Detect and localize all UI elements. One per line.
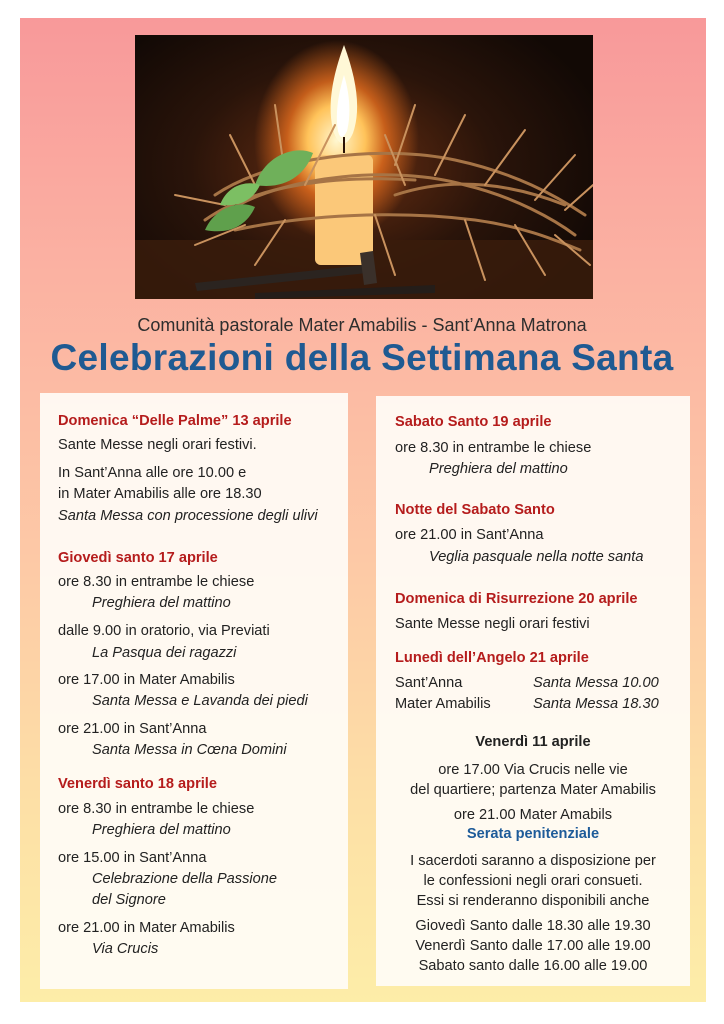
schedule-line: ore 21.00 in Mater Amabilis [58,920,235,936]
schedule-line: Sante Messe negli orari festivi. [58,437,257,453]
schedule-right-column [376,396,690,986]
day-heading-angelo: Lunedì dell’Angelo 21 aprile [395,650,589,666]
day-heading-palme: Domenica “Delle Palme” 13 aprile [58,413,292,429]
penitential-evening-label: Serata penitenziale [466,826,600,842]
page-title: Celebrazioni della Settimana Santa [50,337,674,378]
schedule-line: ore 8.30 in entrambe le chiese [58,574,255,590]
community-subtitle: Comunità pastorale Mater Amabilis - Sant’Anna Matrona [137,315,587,335]
parish-name: Sant’Anna [395,675,463,691]
schedule-line: ore 15.00 in Sant’Anna [58,850,207,866]
schedule-event: Santa Messa e Lavanda dei piedi [92,693,308,709]
day-heading-notte: Notte del Sabato Santo [395,502,555,518]
parish-name: Mater Amabilis [395,696,491,712]
schedule-line: In Sant’Anna alle ore 10.00 e [58,465,247,481]
confession-time: Sabato santo dalle 16.00 alle 19.00 [418,958,648,974]
schedule-line: ore 8.30 in entrambe le chiese [58,801,255,817]
schedule-line: ore 17.00 in Mater Amabilis [58,672,235,688]
schedule-event: del Signore [92,892,166,908]
day-heading-risurrezione: Domenica di Risurrezione 20 aprile [395,591,638,607]
day-heading-venerdi-11: Venerdì 11 aprile [475,734,591,750]
schedule-event: Preghiera del mattino [92,822,231,838]
schedule-event: La Pasqua dei ragazzi [92,645,237,661]
confession-time: Giovedì Santo dalle 18.30 alle 19.30 [415,918,651,934]
schedule-event: Santa Messa in Cœna Domini [92,742,287,758]
mass-time: Santa Messa 10.00 [533,675,659,691]
schedule-line: in Mater Amabilis alle ore 18.30 [58,486,262,502]
schedule-left-column [40,393,348,989]
schedule-event: Santa Messa con processione degli ulivi [58,508,318,524]
schedule-line: ore 8.30 in entrambe le chiese [395,440,592,456]
schedule-event: Preghiera del mattino [429,461,568,477]
schedule-event: Veglia pasquale nella notte santa [429,549,644,565]
candle-crown-of-thorns-photo [135,35,593,299]
schedule-line: del quartiere; partenza Mater Amabilis [410,782,656,798]
confession-note: I sacerdoti saranno a disposizione per [410,853,656,869]
confession-note: le confessioni negli orari consueti. [423,873,643,889]
schedule-event: Preghiera del mattino [92,595,231,611]
schedule-line: dalle 9.00 in oratorio, via Previati [58,623,270,639]
schedule-line: ore 21.00 in Sant’Anna [58,721,207,737]
day-heading-giovedi: Giovedì santo 17 aprile [58,550,218,566]
day-heading-sabato: Sabato Santo 19 aprile [395,414,552,430]
schedule-event: Via Crucis [92,941,159,957]
confession-note: Essi si renderanno disponibili anche [416,893,650,909]
confession-time: Venerdì Santo dalle 17.00 alle 19.00 [415,938,651,954]
mass-time: Santa Messa 18.30 [533,696,659,712]
schedule-line: ore 21.00 Mater Amabils [453,807,613,823]
schedule-line: Sante Messe negli orari festivi [395,616,590,632]
schedule-line: ore 21.00 in Sant’Anna [395,527,544,543]
day-heading-venerdi: Venerdì santo 18 aprile [58,776,217,792]
schedule-line: ore 17.00 Via Crucis nelle vie [438,762,628,778]
schedule-event: Celebrazione della Passione [92,871,277,887]
